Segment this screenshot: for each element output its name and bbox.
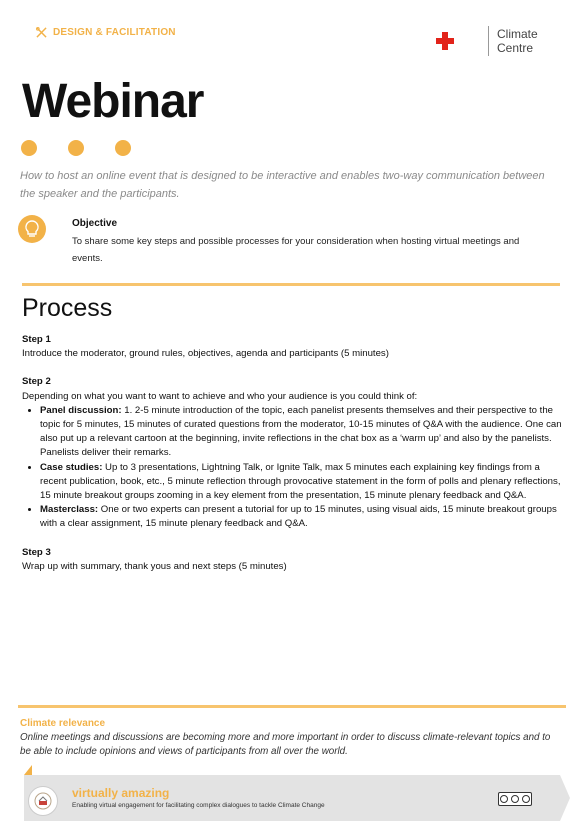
- footer-divider: [18, 705, 566, 708]
- footer-subtitle: Enabling virtual engagement for facilitating complex dialogues to tackle Climate Change: [72, 802, 325, 809]
- climate-centre-logo: [436, 26, 538, 56]
- climate-relevance-text: Online meetings and discussions are becoming more and more important in order to discuss climate-relevant topics and to be able to include opinions and views of participants from all over the world.: [20, 732, 551, 757]
- objective-heading: Objective: [72, 218, 118, 229]
- tools-icon: [36, 27, 47, 38]
- process-heading: Process: [22, 294, 113, 322]
- logo-divider: [488, 26, 489, 56]
- process-body: [22, 333, 562, 574]
- lightbulb-icon: [18, 215, 46, 243]
- list-item-name: Case studies:: [40, 461, 103, 473]
- step-3-text: Wrap up with summary, thank yous and next steps (5 minutes): [22, 560, 287, 572]
- dot-2: [68, 140, 84, 156]
- footer-title: virtually amazing: [72, 786, 170, 800]
- dot-1: [21, 140, 37, 156]
- category-tag-label: DESIGN & FACILITATION: [53, 27, 176, 38]
- list-item: [40, 503, 562, 531]
- list-item-name: Masterclass:: [40, 504, 99, 516]
- step-2-label: Step 2: [22, 376, 51, 388]
- logo-line-1: Climate: [497, 27, 538, 41]
- list-item-text: One or two experts can present a tutorial for up to 15 minutes, using visual aids, 15 minute breakout groups with a clear assignment, 15 minute plenary feedback and Q&A.: [40, 504, 557, 530]
- corner-accent: [24, 765, 32, 775]
- format-list: [22, 404, 562, 532]
- objective-text: To share some key steps and possible processes for your consideration when hosting virtual meetings and events.: [72, 236, 520, 264]
- page-title: Webinar: [22, 75, 204, 128]
- list-item: [40, 404, 562, 461]
- decorative-dots: [21, 140, 131, 156]
- dot-3: [115, 140, 131, 156]
- climate-relevance-heading: Climate relevance: [20, 718, 106, 729]
- step-1-label: Step 1: [22, 334, 51, 345]
- list-item-text: Up to 3 presentations, Lightning Talk, or Ignite Talk, max 5 minutes each explaining key findings from a recent publication, book, etc., 5 minute reflection through provocative statement in the form of polls and plenary reflections, 15 minute breakout groups zooming in a key element from the presentation, 15 minute plenary feedback and Q&A.: [40, 461, 561, 502]
- seal-icon: [28, 786, 58, 816]
- page-subtitle: How to host an online event that is designed to be interactive and enables two-way communication between the speaker and the participants.: [20, 170, 545, 200]
- red-cross-crescent-icon: [436, 30, 480, 52]
- list-item-name: Panel discussion:: [40, 404, 122, 416]
- logo-line-2: Centre: [497, 41, 534, 55]
- category-tag: [36, 27, 176, 38]
- step-3-label: Step 3: [22, 546, 51, 558]
- section-divider: [22, 283, 560, 286]
- step-2-intro: Depending on what you want to want to achieve and who your audience is you could think of:: [22, 390, 418, 402]
- list-item: [40, 461, 562, 504]
- creative-commons-icon: [498, 792, 532, 806]
- list-item-text: 1. 2-5 minute introduction of the topic, each panelist presents themselves and their perspective to the topic for 5 minutes, 15 minutes of curated questions from the moderator, 10-15 minutes of Q&A with the audience. One can also put up a relevant cartoon at the beginning, invite reflections in the chat box as a ‘warm up’ and also by the panelists. Panelists deliver their remarks.: [40, 404, 562, 459]
- step-1-text: Introduce the moderator, ground rules, objectives, agenda and participants (5 minutes): [22, 348, 389, 360]
